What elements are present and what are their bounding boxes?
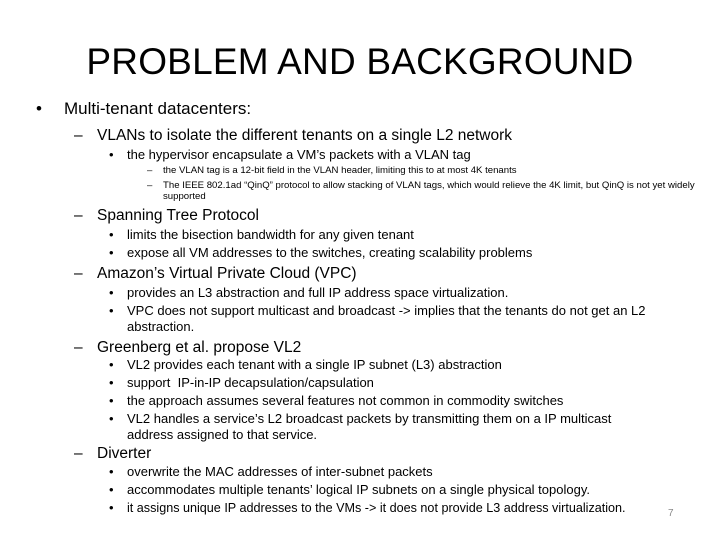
dash-icon: – [74,265,83,282]
bullet-stp: Spanning Tree Protocol [97,207,259,224]
bullet-dot-icon: • [109,482,114,497]
dash-icon: – [74,445,83,462]
bullet-dot-icon: • [109,227,114,242]
bullet-diverter: Diverter [97,445,152,462]
bullet-vpc-l3: provides an L3 abstraction and full IP address space virtualization. [127,285,509,300]
dash-icon: – [74,339,83,356]
bullet-diverter-mac: overwrite the MAC addresses of inter-subnet packets [127,464,433,479]
dash-icon: – [74,127,83,144]
bullet-vpc-multicast: VPC does not support multicast and broadcast -> implies that the tenants do not get an L2 abstraction. [127,303,646,334]
bullet-vl2-subnet: VL2 provides each tenant with a single IP subnet (L3) abstraction [127,357,502,372]
bullet-dot-icon: • [109,500,114,515]
bullet-dot-icon: • [109,411,114,426]
bullet-vlan-12bit: the VLAN tag is a 12-bit field in the VLAN header, limiting this to at most 4K tenants [163,165,517,176]
page-number: 7 [668,508,674,519]
bullet-vl2-ipinip: support IP-in-IP decapsulation/capsulation [127,375,374,390]
bullet-vlans: VLANs to isolate the different tenants on a single L2 network [97,127,513,144]
bullet-dot-icon: • [36,99,42,118]
bullet-vl2: Greenberg et al. propose VL2 [97,339,302,356]
bullet-multi-tenant: Multi-tenant datacenters: [64,99,252,118]
dash-icon: – [74,207,83,224]
bullet-diverter-subnets: accommodates multiple tenants’ logical IP subnets on a single physical topology. [127,482,590,497]
bullet-dot-icon: • [109,303,114,318]
bullet-dot-icon: • [109,245,114,260]
bullet-stp-bandwidth: limits the bisection bandwidth for any given tenant [127,227,414,242]
bullet-stp-scalability: expose all VM addresses to the switches, creating scalability problems [127,245,533,260]
bullet-dot-icon: • [109,357,114,372]
bullet-vlan-encapsulate: the hypervisor encapsulate a VM’s packets with a VLAN tag [127,147,471,162]
bullet-dot-icon: • [109,464,114,479]
bullet-vl2-broadcast: VL2 handles a service’s L2 broadcast packets by transmitting them on a IP multicast address assigned to that service. [127,411,612,442]
bullet-vl2-features: the approach assumes several features not common in commodity switches [127,393,564,408]
bullet-dot-icon: • [109,393,114,408]
slide-title: PROBLEM AND BACKGROUND [86,41,634,82]
bullet-vpc: Amazon’s Virtual Private Cloud (VPC) [97,265,357,282]
dash-icon: – [147,180,153,191]
bullet-dot-icon: • [109,375,114,390]
bullet-dot-icon: • [109,285,114,300]
bullet-dot-icon: • [109,147,114,162]
bullet-vlan-qinq: The IEEE 802.1ad “QinQ” protocol to allow stacking of VLAN tags, which would relieve the 4K limit, but QinQ is not yet widely supported [163,180,695,202]
dash-icon: – [147,165,153,176]
bullet-diverter-unique-ip: it assigns unique IP addresses to the VMs -> it does not provide L3 address virtualization. [127,501,626,515]
